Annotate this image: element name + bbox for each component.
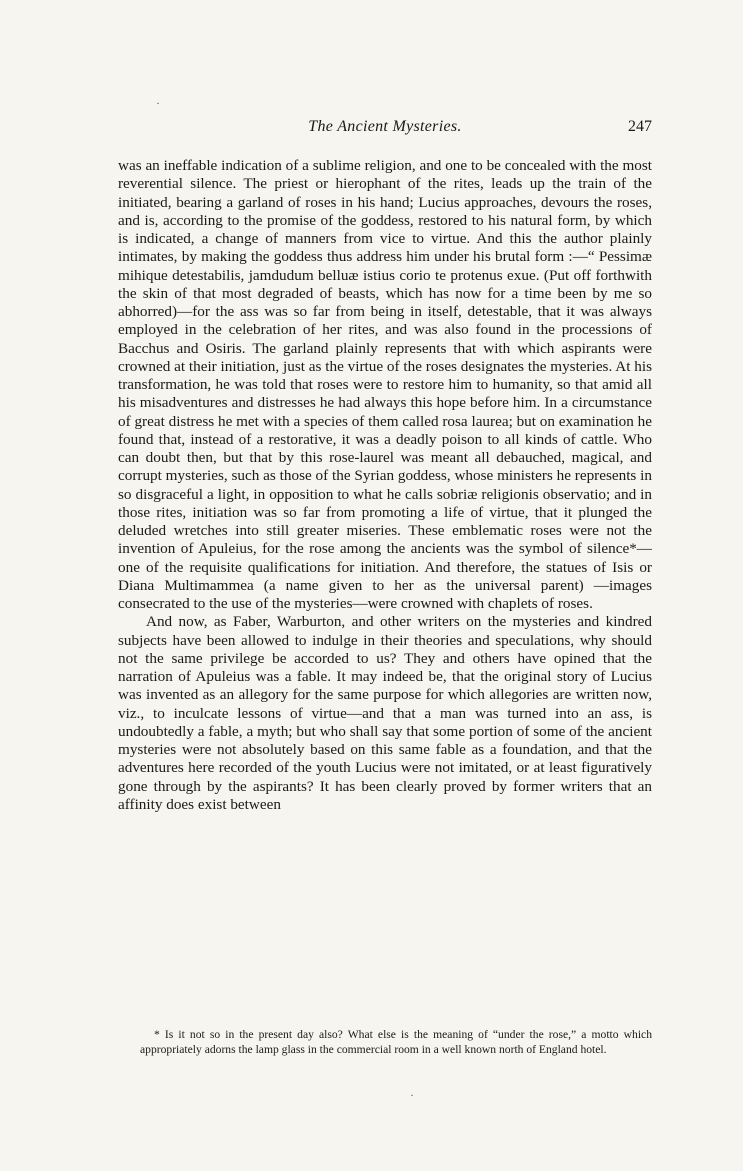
paragraph-1: was an ineffable indication of a sublime religion, and one to be concealed with the most reverential silence. The priest or hierophant of the rites, leads up the train of the initiated, bearing a garland of roses in his hand; Lucius approaches, devours the roses, and is, according to the promise of the goddess, restored to his natural form, by which is indicated, a change of manners from vice to virtue. And this the author plainly intimates, by making the goddess thus address him under his brutal form :—“ Pessimæ mihique detestabilis, jamdudum belluæ istius corio te protenus exue. (Put off forthwith the skin of that most degraded of beasts, which has now for a time been by me so abhorred)—for the ass was so far from being in itself, detestable, that it was always employed in the celebration of her rites, and was also found in the processions of Bacchus and Osiris. The garland plainly represents that with which aspirants were crowned at their initiation, just as the virtue of the roses designates the mysteries. At his transformation, he was told that roses were to restore him to humanity, so that amid all his misadventures and distresses he had always this hope before him. In a circumstance of great distress he met with a species of them called rosa laurea; but on examination he found that, instead of a restorative, it was a deadly poison to all kinds of cattle. Who can doubt then, but that by this rose-laurel was meant all debauched, magical, and corrupt mysteries, such as those of the Syrian goddess, whose ministers he represents in so disgraceful a light, in opposition to what he calls sobriæ religionis observatio; and in those rites, initiation was so far from promoting a life of virtue, that it plunged the deluded wretches into still greater miseries. These emblematic roses were not the invention of Apuleius, for the rose among the ancients was the symbol of silence*—one of the requisite qualifications for initiation. And therefore, the statues of Isis or Diana Multimammea (a name given to her as the universal parent) —images consecrated to the use of the mysteries—were crowned with chaplets of roses. — [118, 157, 652, 612]
footnote — [140, 1027, 652, 1057]
running-title: The Ancient Mysteries. — [308, 118, 462, 135]
bottom-dot: · — [410, 1088, 414, 1102]
body-text — [118, 157, 652, 814]
running-head — [118, 118, 652, 140]
page-number: 247 — [628, 118, 652, 135]
footnote-text: * Is it not so in the present day also? What else is the meaning of “under the rose,” a motto which appropriately adorns the lamp glass in the commercial room in a well known north of England hotel. — [140, 1028, 652, 1056]
paragraph-2: And now, as Faber, Warburton, and other writers on the mysteries and kindred subjects have been allowed to indulge in their theories and speculations, why should not the same privilege be accorded to us? They and others have opined that the narration of Apuleius was a fable. It may indeed be, that the original story of Lucius was invented as an allegory for the same purpose for which allegories are written now, viz., to inculcate lessons of virtue—and that a man was turned into an ass, is undoubtedly a fable, a myth; but who shall say that some portion of some of the ancient mysteries were not absolutely based on this same fable as a foundation, and that the adventures here recorded of the youth Lucius were not imitated, or at least figuratively gone through by the aspirants? It has been clearly proved by former writers that an affinity does exist between — [118, 613, 652, 813]
margin-dot: · — [156, 96, 160, 110]
